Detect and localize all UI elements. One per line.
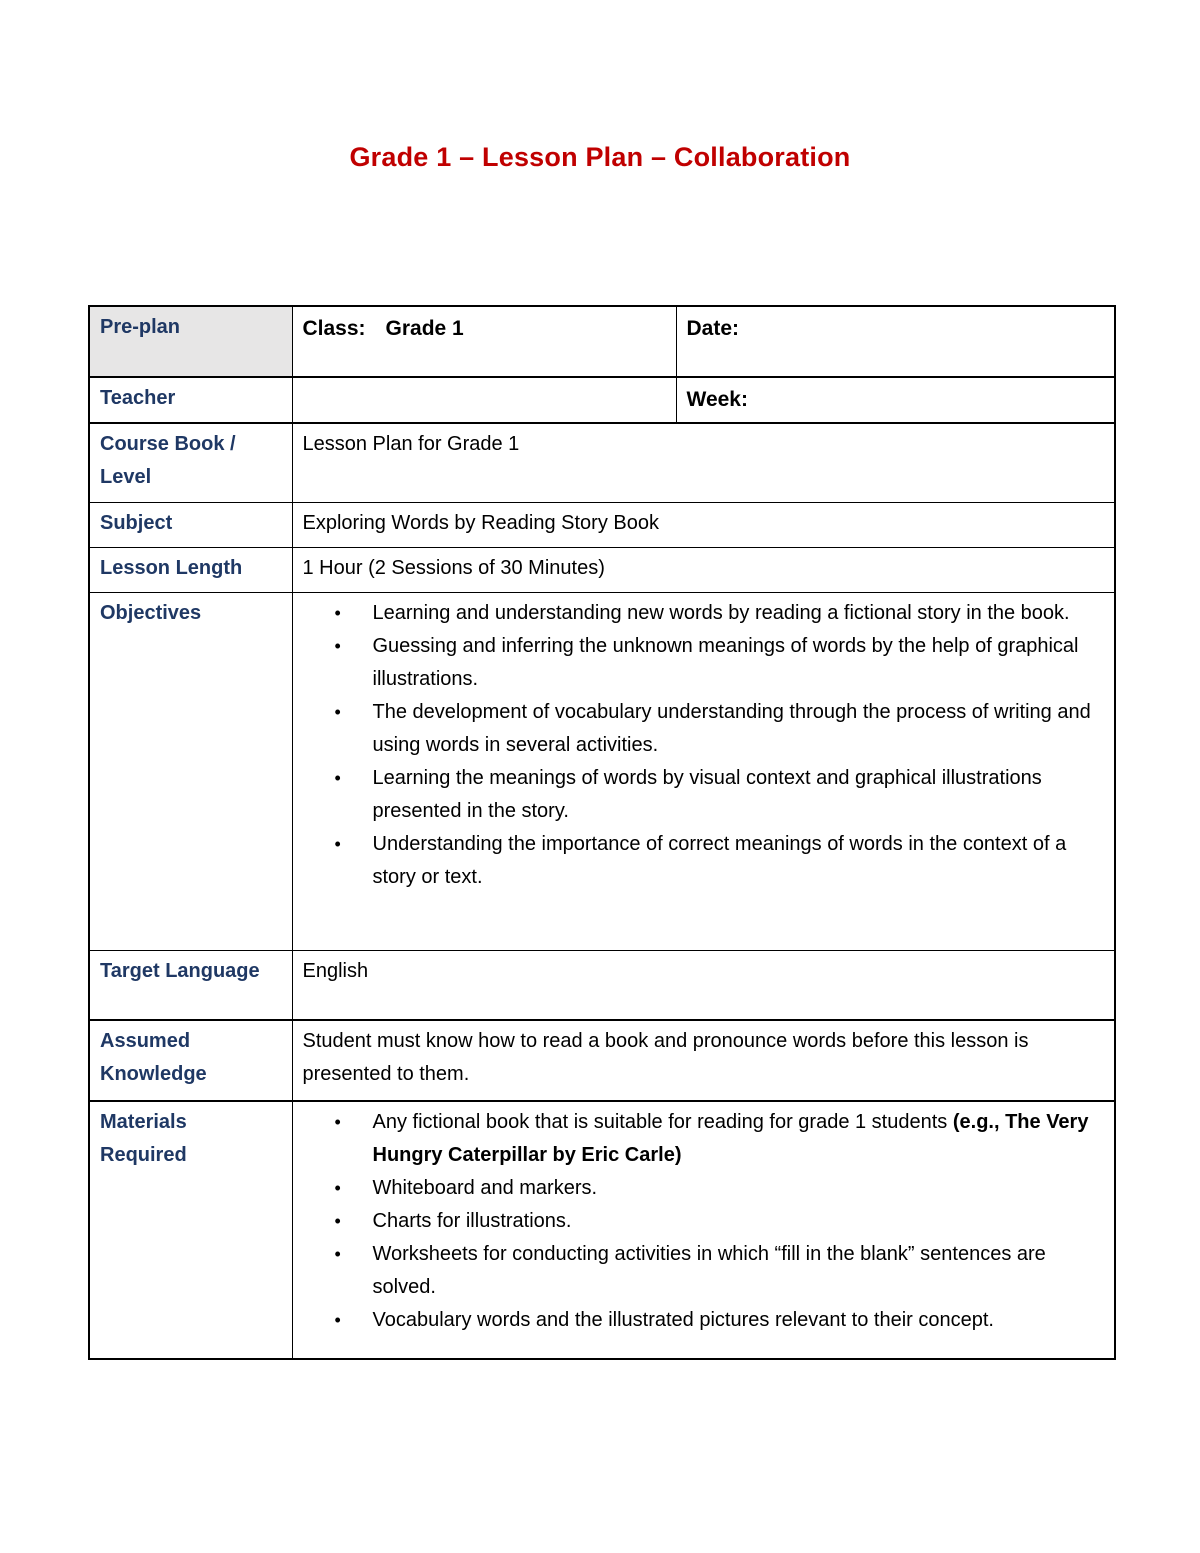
lesson-length-value: 1 Hour (2 Sessions of 30 Minutes): [292, 547, 1115, 592]
course-book-label-line1: Course Book /: [100, 433, 236, 455]
class-cell: [292, 306, 676, 377]
course-book-label-line2: Level: [100, 466, 152, 488]
week-cell: [676, 377, 1115, 423]
assumed-knowledge-label-line1: Assumed: [100, 1030, 191, 1052]
target-language-label: Target Language: [89, 950, 292, 1020]
objectives-label: Objectives: [89, 592, 292, 950]
materials-label: [89, 1101, 292, 1359]
preplan-label: Pre-plan: [89, 306, 292, 377]
assumed-knowledge-label-line2: Knowledge: [100, 1063, 207, 1085]
table-row-objectives: [89, 592, 1115, 950]
subject-value: Exploring Words by Reading Story Book: [292, 502, 1115, 547]
teacher-label: Teacher: [89, 377, 292, 423]
teacher-value: [292, 377, 676, 423]
materials-label-line2: Required: [100, 1144, 187, 1166]
table-row-preplan: [89, 306, 1115, 377]
list-item: • Learning the meanings of words by visual context and graphical illustrations presented in the story.: [355, 762, 1107, 828]
table-row-teacher: [89, 377, 1115, 423]
list-item: • Charts for illustrations.: [355, 1205, 1107, 1238]
course-book-label: [89, 423, 292, 502]
objectives-cell: [292, 592, 1115, 950]
course-book-value: Lesson Plan for Grade 1: [292, 423, 1115, 502]
list-item: • Understanding the importance of correct meanings of words in the context of a story or text.: [355, 828, 1107, 894]
materials-item1-text: Any fictional book that is suitable for reading for grade 1 students: [372, 1111, 948, 1133]
list-item: • Learning and understanding new words by reading a fictional story in the book.: [355, 597, 1107, 630]
class-value: Grade 1: [385, 317, 464, 340]
table-row-lesson-length: [89, 547, 1115, 592]
date-cell: [676, 306, 1115, 377]
table-row-assumed-knowledge: [89, 1020, 1115, 1101]
list-item: • The development of vocabulary understanding through the process of writing and using words in several activities.: [355, 696, 1107, 762]
assumed-knowledge-label: [89, 1020, 292, 1101]
list-item: • Worksheets for conducting activities in which “fill in the blank” sentences are solved.: [355, 1238, 1107, 1304]
table-row-course-book: [89, 423, 1115, 502]
list-item: • Whiteboard and markers.: [355, 1172, 1107, 1205]
target-language-value: English: [292, 950, 1115, 1020]
table-row-subject: [89, 502, 1115, 547]
date-label: Date:: [686, 317, 740, 340]
materials-list: [303, 1106, 1107, 1337]
objectives-list: [303, 597, 1107, 894]
lesson-plan-table: [88, 305, 1116, 1360]
table-row-materials: [89, 1101, 1115, 1359]
week-label: Week:: [686, 388, 748, 411]
assumed-knowledge-value: Student must know how to read a book and pronounce words before this lesson is presented to them.: [292, 1020, 1115, 1101]
materials-label-line1: Materials: [100, 1111, 187, 1133]
class-label: Class:: [302, 317, 366, 340]
page-title: Grade 1 – Lesson Plan – Collaboration: [349, 142, 851, 172]
lesson-length-label: Lesson Length: [89, 547, 292, 592]
table-row-target-language: [89, 950, 1115, 1020]
materials-cell: [292, 1101, 1115, 1359]
list-item: • Guessing and inferring the unknown meanings of words by the help of graphical illustrations.: [355, 630, 1107, 696]
list-item: [355, 1106, 1107, 1172]
subject-label: Subject: [89, 502, 292, 547]
list-item: • Vocabulary words and the illustrated pictures relevant to their concept.: [355, 1304, 1107, 1337]
materials-item1-example: (e.g., The Very Hungry Caterpillar by Eric Carle): [372, 1111, 1089, 1166]
